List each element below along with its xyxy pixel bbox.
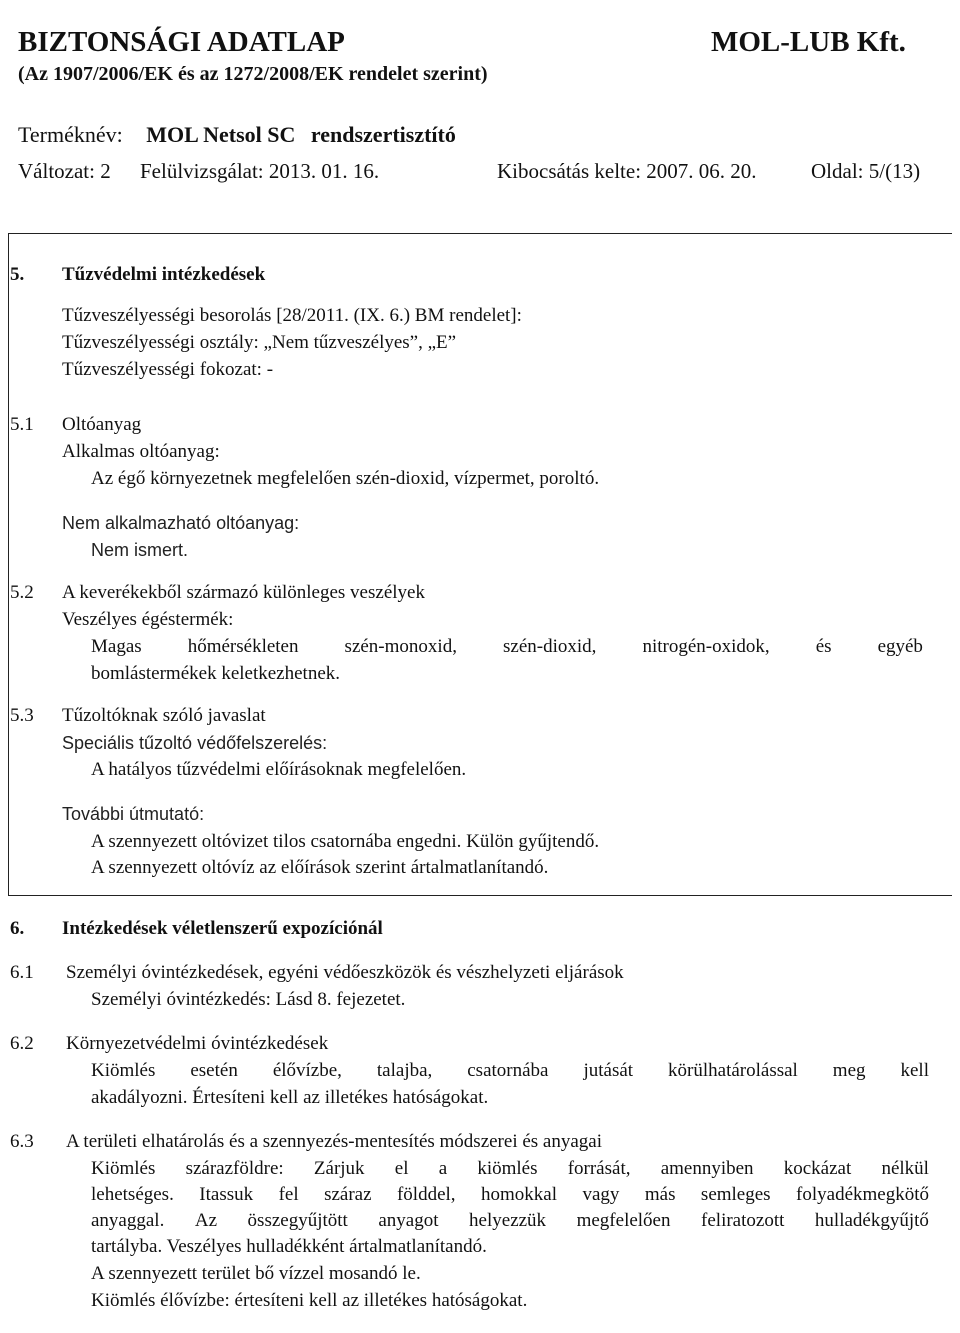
word: hulladékgyűjtő: [814, 1210, 929, 1231]
word: és: [815, 636, 832, 657]
section5-title: Tűzvédelmi intézkedések: [62, 264, 266, 285]
word: egyéb: [877, 636, 923, 657]
word: amennyiben: [660, 1158, 754, 1179]
word: talajba,: [376, 1060, 433, 1081]
hazardous-products-label: Veszélyes égéstermék:: [62, 609, 234, 630]
section62-line2: akadályozni. Értesíteni kell az illetékes hatóságokat.: [91, 1087, 489, 1108]
word: élővízbe,: [272, 1060, 342, 1081]
fire-class-line: Tűzveszélyességi besorolás [28/2011. (IX. 6.) BM rendelet]:: [62, 305, 522, 326]
page-number: Oldal: 5/(13): [811, 159, 921, 183]
word: helyezzük: [469, 1210, 547, 1231]
word: Magas: [91, 636, 142, 657]
unsuitable-media-label: Nem alkalmazható oltóanyag:: [62, 513, 300, 533]
section52-number: 5.2: [10, 582, 34, 603]
word: más: [644, 1184, 676, 1205]
word: anyagot: [378, 1210, 439, 1231]
word: kell: [900, 1060, 929, 1081]
word: megfelelően: [576, 1210, 671, 1231]
hazardous-products-line2: bomlástermékek keletkezhetnek.: [91, 663, 341, 684]
word: Kiömlés: [91, 1158, 156, 1179]
review-date: Felülvizsgálat: 2013. 01. 16.: [140, 159, 380, 183]
word: körülhatárolással: [668, 1060, 798, 1081]
section63-line4: tartályba. Veszélyes hulladékként ártalmatlanítandó.: [91, 1236, 487, 1257]
word: szén-dioxid,: [503, 636, 597, 657]
section5-left-border: [8, 233, 9, 896]
section51-number: 5.1: [10, 414, 34, 435]
section63-line6: Kiömlés élővízbe: értesíteni kell az illetékes hatóságokat.: [91, 1290, 528, 1311]
fire-class-fokozat: Tűzveszélyességi fokozat: -: [62, 359, 274, 380]
section6-number: 6.: [10, 918, 25, 939]
section62-line1: [91, 1060, 929, 1082]
word: esetén: [190, 1060, 238, 1081]
word: Az: [194, 1210, 218, 1231]
section63-line2: [91, 1184, 929, 1206]
word: vagy: [582, 1184, 620, 1205]
product-label: Terméknév:: [18, 122, 123, 147]
word: meg: [832, 1060, 866, 1081]
section62-number: 6.2: [10, 1033, 34, 1054]
section61-title: Személyi óvintézkedések, egyéni védőeszközök és vészhelyzeti eljárások: [66, 962, 624, 983]
protective-equipment-text: A hatályos tűzvédelmi előírásoknak megfelelően.: [91, 759, 467, 780]
regulation-line: (Az 1907/2006/EK és az 1272/2008/EK rendelet szerint): [18, 63, 488, 85]
unsuitable-media-text: Nem ismert.: [91, 540, 189, 560]
word: Kiömlés: [91, 1060, 156, 1081]
word: száraz: [324, 1184, 372, 1205]
word: Itassuk: [199, 1184, 254, 1205]
word: a: [438, 1158, 448, 1179]
word: anyaggal.: [91, 1210, 165, 1231]
document-title: BIZTONSÁGI ADATLAP: [18, 26, 345, 58]
section6-title: Intézkedések véletlenszerű expozíciónál: [62, 918, 383, 939]
section63-title: A területi elhatárolás és a szennyezés-mentesítés módszerei és anyagai: [66, 1131, 602, 1152]
section63-number: 6.3: [10, 1131, 34, 1152]
section5-divider: [8, 895, 952, 896]
section63-line5: A szennyezett terület bő vízzel mosandó le.: [91, 1263, 421, 1284]
word: feliratozott: [701, 1210, 785, 1231]
word: nitrogén-oxidok,: [642, 636, 770, 657]
word: fel: [278, 1184, 299, 1205]
product-type: rendszertisztító: [310, 122, 456, 147]
word: el: [394, 1158, 409, 1179]
word: összegyűjtött: [247, 1210, 348, 1231]
word: nélkül: [881, 1158, 929, 1179]
section51-title: Oltóanyag: [62, 414, 142, 435]
protective-equipment-label: Speciális tűzoltó védőfelszerelés:: [62, 733, 328, 753]
hazardous-products-line1: [91, 636, 923, 658]
further-guidance-label: További útmutató:: [62, 804, 205, 824]
product-line: [18, 122, 456, 148]
word: csatornába: [467, 1060, 549, 1081]
word: semleges: [700, 1184, 771, 1205]
product-name: MOL Netsol SC: [146, 122, 296, 147]
word: szén-monoxid,: [344, 636, 457, 657]
section61-text: Személyi óvintézkedés: Lásd 8. fejezetet.: [91, 989, 406, 1010]
header-divider: [8, 233, 952, 234]
word: folyadékmegkötő: [796, 1184, 929, 1205]
word: jutását: [583, 1060, 634, 1081]
word: földdel,: [396, 1184, 456, 1205]
version: Változat: 2: [18, 159, 111, 183]
word: forrását,: [567, 1158, 631, 1179]
issue-date: Kibocsátás kelte: 2007. 06. 20.: [497, 159, 757, 183]
fire-class-osztaly: Tűzveszélyességi osztály: „Nem tűzveszélyes”, „E”: [62, 332, 457, 353]
suitable-media-text: Az égő környezetnek megfelelően szén-dioxid, vízpermet, poroltó.: [91, 468, 600, 489]
suitable-media-label: Alkalmas oltóanyag:: [62, 441, 220, 462]
word: Zárjuk: [313, 1158, 365, 1179]
further-guidance-text2: A szennyezett oltóvíz az előírások szerint ártalmatlanítandó.: [91, 857, 549, 878]
word: kockázat: [783, 1158, 852, 1179]
section63-line3: [91, 1210, 929, 1232]
section62-title: Környezetvédelmi óvintézkedések: [66, 1033, 329, 1054]
section5-number: 5.: [10, 264, 25, 285]
word: hőmérsékleten: [187, 636, 299, 657]
company-name: MOL-LUB Kft.: [711, 26, 906, 58]
section63-line1: [91, 1158, 929, 1180]
word: szárazföldre:: [185, 1158, 284, 1179]
word: kiömlés: [477, 1158, 538, 1179]
word: homokkal: [481, 1184, 558, 1205]
further-guidance-text1: A szennyezett oltóvizet tilos csatornába engedni. Külön gyűjtendő.: [91, 831, 600, 852]
section52-title: A keverékekből származó különleges veszélyek: [62, 582, 425, 603]
section61-number: 6.1: [10, 962, 34, 983]
section53-title: Tűzoltóknak szóló javaslat: [62, 705, 266, 726]
section53-number: 5.3: [10, 705, 34, 726]
word: lehetséges.: [91, 1184, 174, 1205]
